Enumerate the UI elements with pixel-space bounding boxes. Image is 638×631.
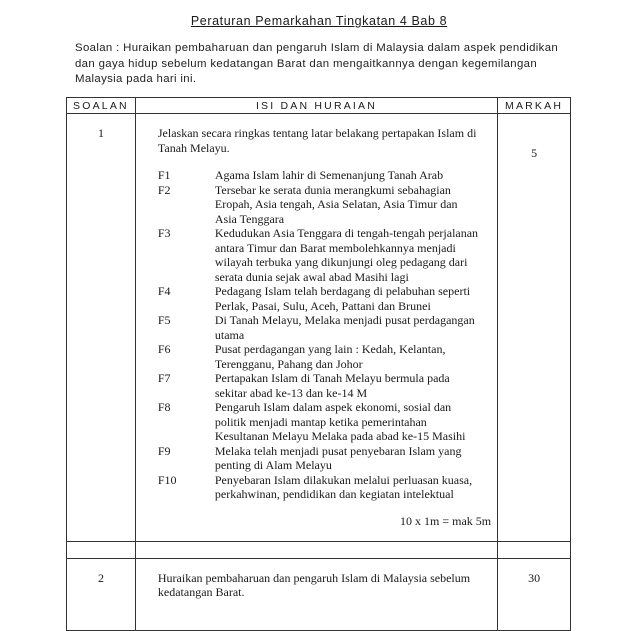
marking-scheme-table — [66, 97, 571, 631]
point-text: Pedagang Islam telah berdagang di pelabuhan seperti Perlak, Pasai, Sulu, Aceh, Pattani dan Brunei — [214, 284, 471, 313]
point-item — [158, 444, 497, 473]
point-item — [158, 473, 497, 502]
point-text: Pusat perdagangan yang lain : Kedah, Kelantan, Terengganu, Pahang dan Johor — [214, 342, 446, 371]
q2-content — [135, 558, 497, 630]
point-code: F8 — [157, 400, 171, 414]
table-spacer-row — [67, 541, 571, 558]
point-code: F10 — [157, 472, 177, 487]
point-text: Kedudukan Asia Tenggara di tengah-tengah perjalanan antara Timur dan Barat membolehkannya menjadi wilayah terbuka yang dikunjungi oleg pedagang dari serata dunia sejak awal abad Masihi lagi — [214, 226, 479, 284]
question-line-3: Malaysia pada hari ini. — [75, 73, 197, 85]
point-item — [158, 313, 497, 342]
point-item — [158, 342, 497, 371]
q2-number: 2 — [67, 558, 136, 630]
page-title: Peraturan Pemarkahan Tingkatan 4 Bab 8 — [190, 14, 448, 28]
header-isi-dan-huraian: ISI DAN HURAIAN — [135, 98, 497, 114]
point-text: Pertapakan Islam di Tanah Melayu bermula pada sekitar abad ke-13 dan ke-14 M — [214, 371, 450, 400]
point-code: F5 — [157, 313, 171, 327]
point-text: Tersebar ke serata dunia merangkumi sebahagian Eropah, Asia tengah, Asia Selatan, Asia Timur dan Asia Tenggara — [214, 182, 458, 226]
header-soalan: SOALAN — [67, 98, 136, 114]
point-item — [158, 168, 497, 183]
point-code: F7 — [157, 371, 171, 385]
point-item — [158, 226, 497, 284]
table-row-q2 — [67, 558, 571, 630]
header-markah: MARKAH — [498, 98, 571, 114]
point-item — [158, 183, 497, 227]
point-text: Melaka telah menjadi pusat penyebaran Islam yang penting di Alam Melayu — [214, 443, 462, 472]
question-prompt — [75, 41, 575, 88]
point-text: Di Tanah Melayu, Melaka menjadi pusat perdagangan utama — [214, 313, 475, 342]
q2-question: Huraikan pembaharuan dan pengaruh Islam di Malaysia sebelum kedatangan Barat. — [157, 570, 471, 599]
q1-question: Jelaskan secara ringkas tentang latar belakang pertapakan Islam di Tanah Melayu. — [157, 126, 477, 155]
point-code: F3 — [157, 226, 171, 240]
q1-content — [135, 114, 497, 542]
point-item — [158, 400, 497, 444]
q1-points — [136, 168, 497, 502]
point-item — [158, 371, 497, 400]
q1-total-marks: 10 x 1m = mak 5m — [400, 513, 492, 528]
spacer-cell — [67, 541, 136, 558]
question-line-2: dan gaya hidup sebelum kedatangan Barat dan mengaitkannya dengan kegemilangan — [75, 57, 538, 70]
spacer-cell — [135, 541, 497, 558]
point-code: F6 — [157, 342, 171, 356]
q2-marks: 30 — [498, 558, 571, 630]
q1-marks: 5 — [498, 114, 571, 542]
table-row-q1 — [67, 114, 571, 542]
q1-number: 1 — [67, 114, 136, 542]
point-text: Agama Islam lahir di Semenanjung Tanah Arab — [214, 168, 444, 182]
table-header-row — [67, 98, 571, 114]
question-line-1: Soalan : Huraikan pembaharuan dan pengaruh Islam di Malaysia dalam aspek pendidikan — [75, 42, 559, 54]
point-code: F9 — [157, 443, 171, 458]
point-code: F4 — [157, 284, 171, 298]
point-code: F2 — [157, 182, 171, 197]
point-code: F1 — [157, 168, 171, 182]
point-text: Penyebaran Islam dilakukan melalui perluasan kuasa, perkahwinan, pendidikan dan kegiatan intelektual — [214, 472, 473, 501]
point-text: Pengaruh Islam dalam aspek ekonomi, sosial dan politik menjadi mantap ketika pemerintahan Kesultanan Melayu Melaka pada abad ke-15 Masihi — [214, 400, 466, 443]
point-item — [158, 284, 497, 313]
spacer-cell — [498, 541, 571, 558]
